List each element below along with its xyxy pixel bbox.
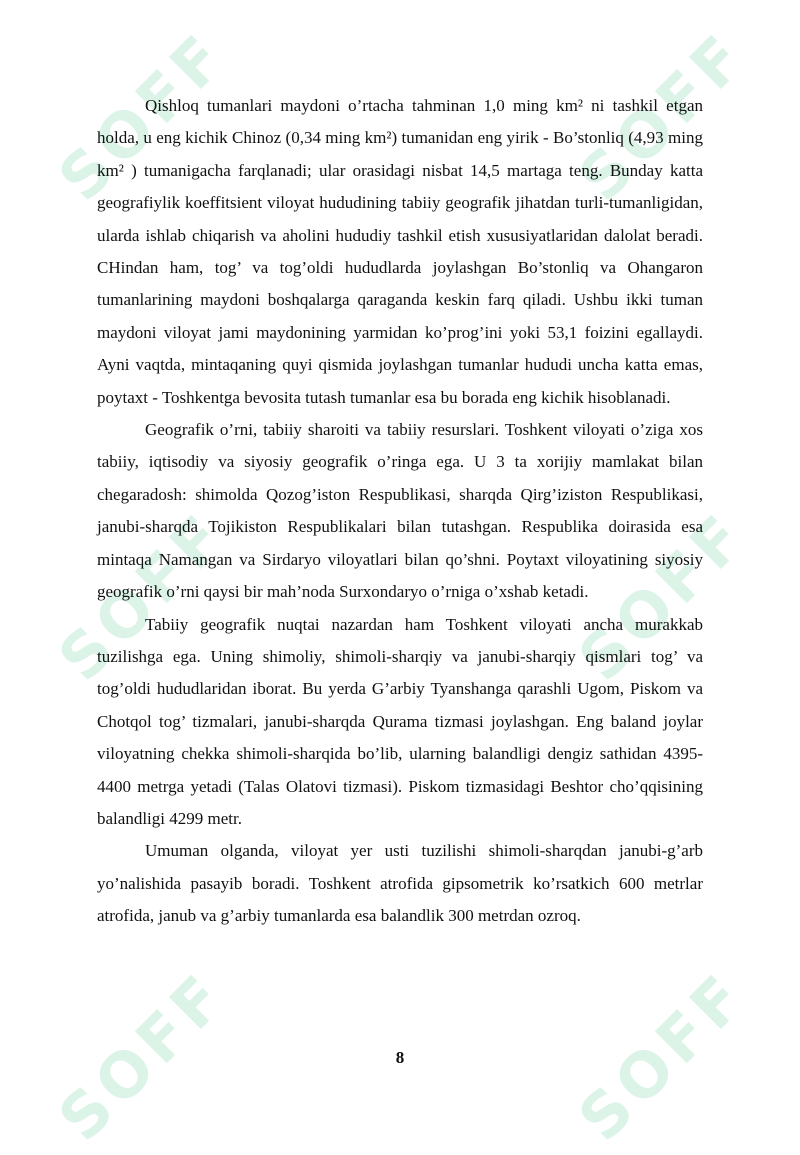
body-text — [97, 90, 703, 933]
page-number: 8 — [395, 1048, 405, 1067]
paragraph-4: Umuman olganda, viloyat yer usti tuzilishi shimoli-sharqdan janubi-g’arb yo’nalishida pasayib boradi. Toshkent atrofida gipsometrik ko’rsatkich 600 metrlar atrofida, janub va g’arbiy tumanlarda esa balandlik 300 metrdan ozroq. — [97, 841, 703, 926]
watermark: SOFF — [564, 957, 762, 1155]
watermark: SOFF — [564, 17, 762, 216]
paragraph-3: Tabiiy geografik nuqtai nazardan ham Toshkent viloyati ancha murakkab tuzilishga ega. Uning shimoliy, shimoli-sharqiy va janubi-sharqiy qismlari tog’ va tog’oldi hududlaridan iborat. Bu yerda G’arbiy Tyanshanga qarashli Ugom, Piskom va Chotqol tog’ tizmalari, janubi-sharqda Qurama tizmasi joylashgan. Eng baland joylar viloyatning chekka shimoli-sharqida bo’lib, ularning balandligi dengiz sathidan 4395-4400 metrga yetadi (Talas Olatovi tizmasi). Piskom tizmasidagi Beshtor cho’qqisining balandligi 4299 metr. — [97, 614, 703, 828]
watermark: SOFF — [44, 957, 242, 1155]
watermark: SOFF — [44, 497, 242, 696]
watermark: SOFF — [564, 497, 762, 696]
watermark: SOFF — [44, 17, 242, 216]
paragraph-2: Geografik o’rni, tabiiy sharoiti va tabiiy resurslari. Toshkent viloyati o’ziga xos tabiiy, iqtisodiy va siyosiy geografik o’ringa ega. U 3 ta xorijiy mamlakat bilan chegaradosh: shimolda Qozog’iston Respublikasi, sharqda Qirg’iziston Respublikasi, janubi-sharqda Tojikiston Respublikalari bilan tutashgan. Respublika doirasida esa mintaqa Namangan va Sirdaryo viloyatlari bilan qo’shni. Poytaxt viloyatining siyosiy geografik o’rni qaysi bir mah’noda Surxondaryo o’rniga o’xshab ketadi. — [97, 420, 703, 602]
paragraph-1: Qishloq tumanlari maydoni o’rtacha tahminan 1,0 ming km² ni tashkil etgan holda, u eng kichik Chinoz (0,34 ming km²) tumanidan eng yirik - Bo’stonliq (4,93 ming km² ) tumanigacha farqlanadi; ular orasidagi nisbat 14,5 martaga teng. Bunday katta geografiylik koeffitsient viloyat hududining tabiiy geografik jihatdan turli-tumanligidan, ularda ishlab chiqarish va aholini hududiy tashkil etish xususiyatlaridan dalolat beradi. CHindan ham, tog’ va tog’oldi hududlarda joylashgan Bo’stonliq va Ohangaron tumanlarining maydoni boshqalarga qaraganda keskin farq qiladi. Ushbu ikki tuman maydoni viloyat jami maydonining yarmidan ko’prog’ini yoki 53,1 foizini egallaydi. Ayni vaqtda, mintaqaning quyi qismida joylashgan tumanlar hududi uncha katta emas, poytaxt - Toshkentga bevosita tutash tumanlar esa bu borada eng kichik hisoblanadi. — [97, 96, 703, 407]
